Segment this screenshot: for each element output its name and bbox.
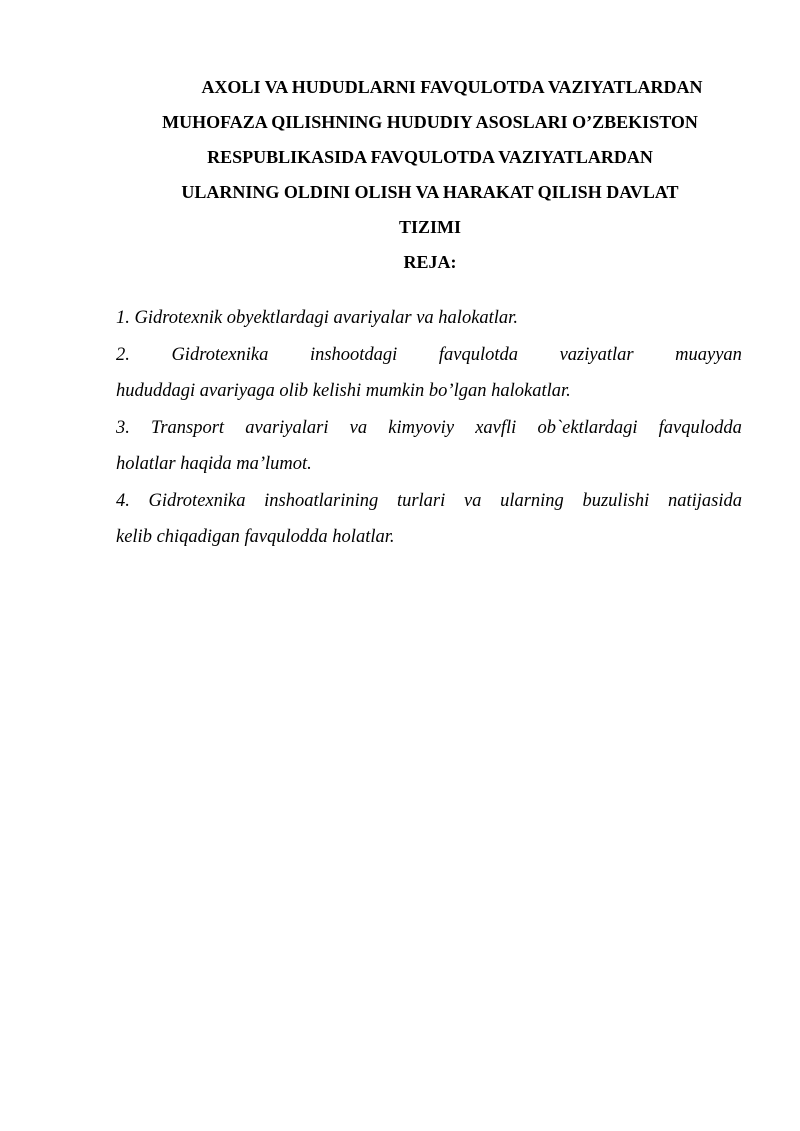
word: 2. [116, 344, 130, 365]
plan-item-line [116, 483, 742, 520]
plan-item [116, 300, 742, 337]
word: va [349, 417, 368, 438]
word: xavfli [475, 417, 517, 438]
title-line: MUHOFAZA QILISHNING HUDUDIY ASOSLARI O’ZBEKISTON [162, 112, 698, 132]
word: muayyan [675, 344, 742, 365]
word: turlari [396, 490, 446, 511]
plan-item-line [116, 410, 742, 447]
plan-list [116, 300, 742, 556]
title-line: ULARNING OLDINI OLISH VA HARAKAT QILISH DAVLAT [181, 182, 679, 202]
title-line: RESPUBLIKASIDA FAVQULOTDA VAZIYATLARDAN [207, 147, 653, 167]
word: Transport [151, 417, 225, 438]
document-title [110, 70, 750, 245]
word: kimyoviy [388, 417, 455, 438]
word: inshoatlarining [264, 490, 379, 511]
title-line: TIZIMI [398, 217, 461, 237]
word: Gidrotexnika [148, 490, 246, 511]
word: favqulodda [658, 417, 742, 438]
word: Gidrotexnika [171, 344, 269, 365]
word: 3. [116, 417, 130, 438]
plan-item [116, 483, 742, 556]
word: va [463, 490, 482, 511]
word: 4. [116, 490, 130, 511]
plan-item-line: hududdagi avariyaga olib kelishi mumkin bo’lgan halokatlar. [116, 381, 571, 401]
plan-item [116, 337, 742, 410]
word: buzulishi [582, 490, 650, 511]
plan-item-line: kelib chiqadigan favqulodda holatlar. [116, 527, 395, 547]
plan-item-line: holatlar haqida ma’lumot. [116, 454, 312, 474]
plan-item [116, 410, 742, 483]
word: ularning [500, 490, 564, 511]
plan-item-line: 1. Gidrotexnik obyektlardagi avariyalar va halokatlar. [116, 308, 518, 328]
word: ob`ektlardagi [537, 417, 638, 438]
word: natijasida [667, 490, 742, 511]
plan-item-line [116, 337, 742, 374]
word: vaziyatlar [559, 344, 634, 365]
title-line: AXOLI VA HUDUDLARNI FAVQULOTDA VAZIYATLARDAN [201, 77, 703, 97]
plan-heading: REJA: [403, 252, 457, 272]
word: inshootdagi [309, 344, 398, 365]
word: favqulotda [438, 344, 519, 365]
word: avariyalari [245, 417, 329, 438]
